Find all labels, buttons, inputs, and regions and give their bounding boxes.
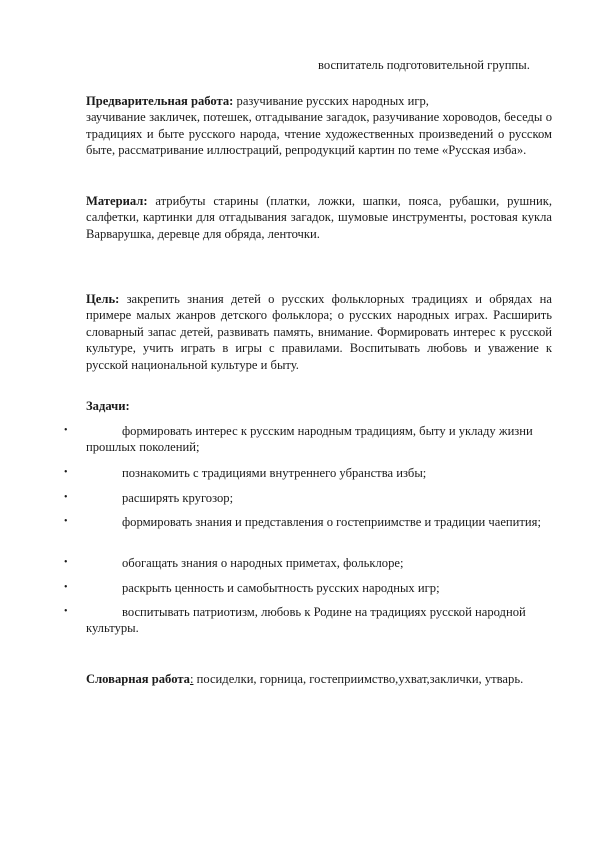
preliminary-work-section	[86, 93, 552, 159]
vocabulary-colon: :	[189, 672, 194, 686]
preliminary-work-label: Предварительная работа:	[86, 94, 234, 108]
task-text: расширять кругозор;	[122, 491, 234, 505]
materials-label: Материал:	[86, 194, 148, 208]
position-line: воспитатель подготовительной группы.	[318, 58, 530, 72]
task-text: познакомить с традициями внутреннего убранства избы;	[122, 466, 427, 480]
bullet-icon: •	[64, 606, 68, 617]
materials-text: атрибуты старины (платки, ложки, шапки, пояса, рубашки, рушник, салфетки, картинки для отгадывания загадок, шумовые инструменты, ростовая кукла Варварушка, деревце для обряда, ленточки.	[86, 194, 552, 241]
preliminary-work-line1: разучивание русских народных игр,	[233, 94, 429, 108]
preliminary-work-text: заучивание закличек, потешек, отгадывание загадок, разучивание хороводов, беседы о традициях и быте русского народа, чтение художественных произведений о русском быте, рассматривание иллюстраций, репродукций картин по теме «Русская изба».	[86, 110, 552, 158]
bullet-icon: •	[64, 582, 68, 593]
preliminary-work-first-line	[86, 93, 552, 109]
task-text: формировать интерес к русским народным традициям, быту и укладу жизни прошлых поколений;	[86, 424, 533, 455]
bullet-icon: •	[64, 425, 68, 436]
vocabulary-label: Словарная работа	[86, 672, 190, 686]
goal-section	[86, 291, 552, 373]
vocabulary-section	[86, 671, 552, 687]
task-text: воспитывать патриотизм, любовь к Родине на традициях русской народной культуры.	[86, 605, 526, 636]
task-text: обогащать знания о народных приметах, фольклоре;	[122, 556, 404, 570]
bullet-icon: •	[64, 492, 68, 503]
tasks-heading: Задачи:	[86, 399, 130, 413]
materials-section	[86, 193, 552, 242]
task-text: формировать знания и представления о гостеприимстве и традиции чаепития;	[122, 515, 541, 529]
vocabulary-text: посиделки, горница, гостеприимство,ухват,заклички, утварь.	[193, 672, 524, 686]
goal-text: закрепить знания детей о русских фольклорных традициях и обрядах на примере малых жанров детского фольклора; о русских народных играх. Расширить словарный запас детей, развивать память, внимание. Формировать интерес к русской культуре, учить играть в игры с правилами. Воспитывать любовь и уважение к русской национальной культуре и быту.	[86, 292, 552, 372]
goal-label: Цель:	[86, 292, 120, 306]
bullet-icon: •	[64, 467, 68, 478]
bullet-icon: •	[64, 516, 68, 527]
bullet-icon: •	[64, 557, 68, 568]
task-text: раскрыть ценность и самобытность русских народных игр;	[122, 581, 440, 595]
